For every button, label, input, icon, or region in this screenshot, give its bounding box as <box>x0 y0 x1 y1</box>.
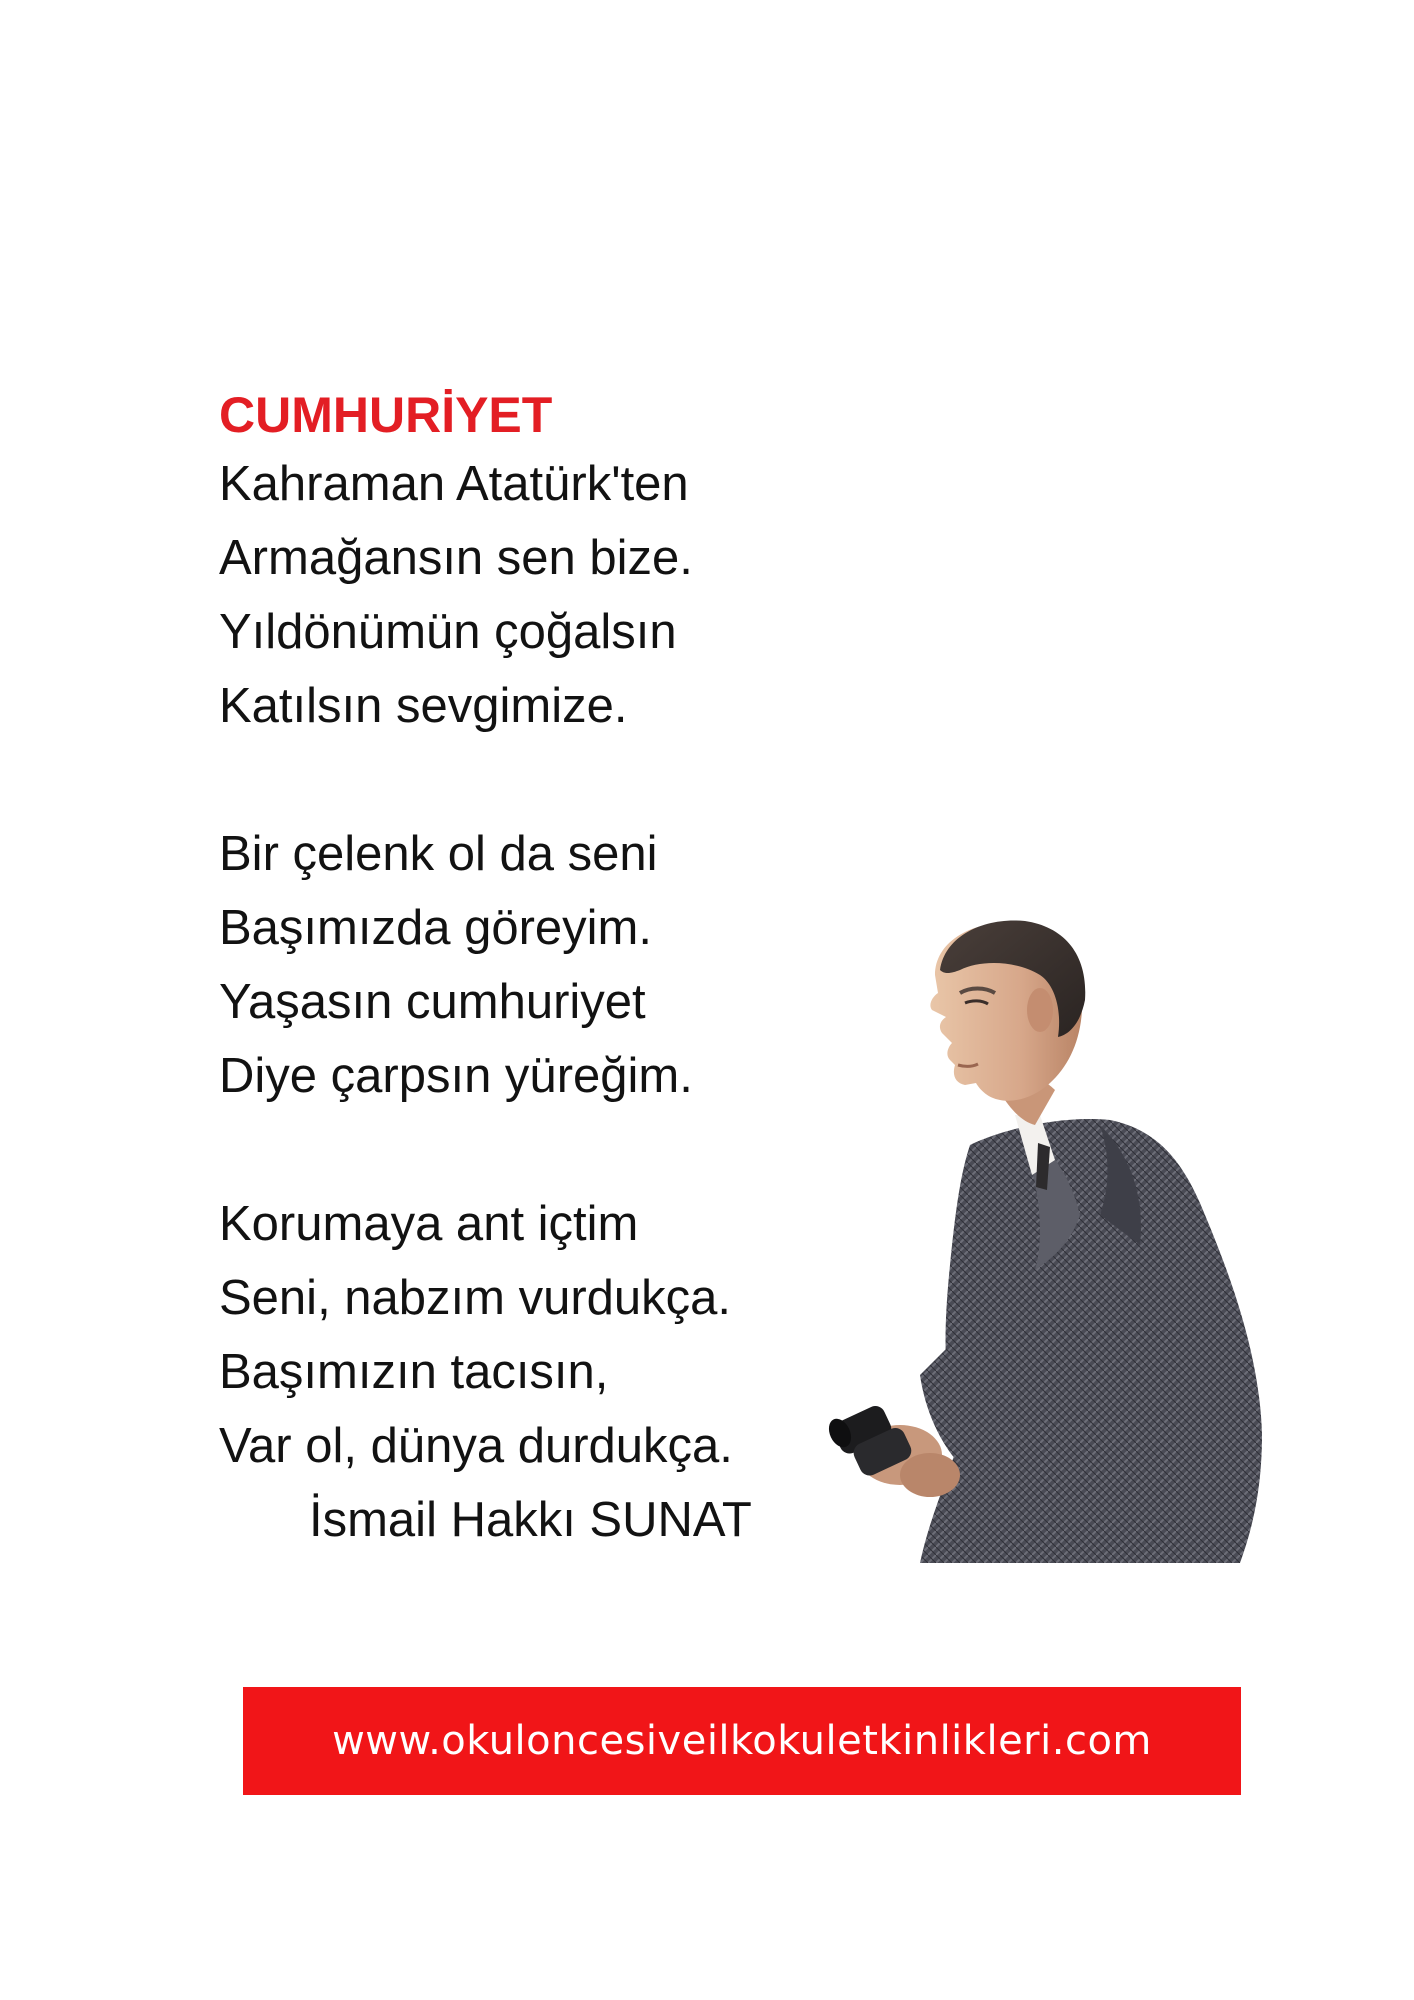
poem-line: Bir çelenk ol da seni <box>219 827 658 881</box>
poem-line: Armağansın sen bize. <box>219 531 693 585</box>
poem-line: Yıldönümün çoğalsın <box>219 605 677 659</box>
stanza-1 <box>219 447 859 743</box>
poem-line: Başımızda göreyim. <box>219 901 652 955</box>
poem-line: Başımızın tacısın, <box>219 1345 609 1399</box>
poem-block <box>219 383 859 1557</box>
coat-shape <box>920 1119 1262 1563</box>
poem-author: İsmail Hakkı SUNAT <box>309 1493 752 1547</box>
poem-title: CUMHURİYET <box>219 387 553 443</box>
poem-line: Seni, nabzım vurdukça. <box>219 1271 732 1325</box>
poem-line: Katılsın sevgimize. <box>219 679 628 733</box>
poem-line: Kahraman Atatürk'ten <box>219 457 689 511</box>
poem-line: Var ol, dünya durdukça. <box>219 1419 733 1473</box>
poem-line: Korumaya ant içtim <box>219 1197 639 1251</box>
poem-line: Diye çarpsın yüreğim. <box>219 1049 693 1103</box>
poem-line: Yaşasın cumhuriyet <box>219 975 646 1029</box>
website-link[interactable]: www.okuloncesiveilkokuletkinlikleri.com <box>332 1718 1152 1764</box>
stanza-3 <box>219 1187 859 1557</box>
website-banner[interactable] <box>243 1687 1241 1795</box>
stanza-2 <box>219 817 859 1113</box>
portrait-image <box>800 915 1270 1565</box>
